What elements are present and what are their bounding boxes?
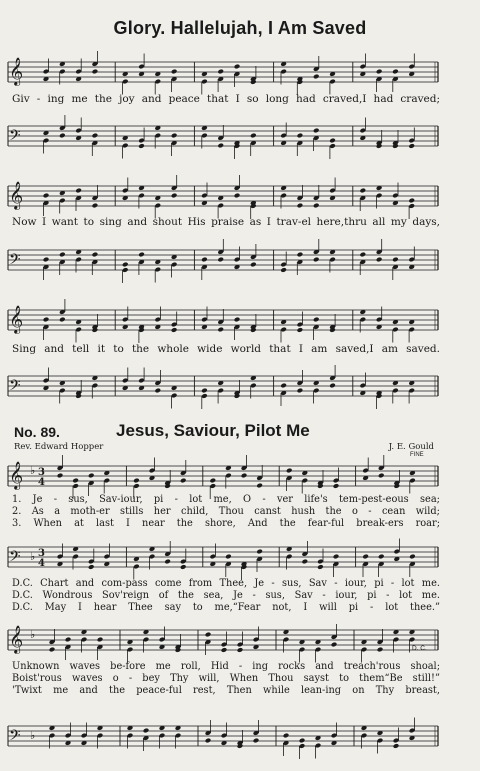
svg-text:𝄢: 𝄢 (9, 251, 21, 272)
verse-line: D.C. Wondrous Sov'reign of the sea, Je - sus, Sav - iour, pi - lot me. (12, 590, 440, 601)
treble-staff (0, 620, 480, 660)
svg-text:𝄞: 𝄞 (9, 305, 24, 333)
svg-text:♭: ♭ (30, 550, 36, 563)
svg-text:4: 4 (38, 477, 45, 488)
treble-staff (0, 456, 480, 496)
hymn-number: No. 89. (14, 424, 60, 440)
svg-text:𝄞: 𝄞 (9, 625, 24, 653)
svg-text:♭: ♭ (30, 729, 36, 742)
svg-text:𝄢: 𝄢 (9, 377, 21, 398)
svg-text:𝄢: 𝄢 (9, 127, 21, 148)
verse-line: D.C. Chart and com-pass come from Thee, Je - sus, Sav - iour, pi - lot me. (12, 578, 440, 589)
author-credit: Rev. Edward Hopper (14, 442, 104, 452)
bass-staff (0, 716, 480, 756)
hymn-title-glory-hallelujah: Glory. Hallelujah, I Am Saved (113, 18, 367, 38)
lyric-line: Now I want to sing and shout His praise as I trav-el here,thru all my days, (12, 216, 440, 228)
fine-marking: FINE (410, 452, 424, 458)
svg-text:𝄢: 𝄢 (9, 727, 21, 748)
treble-staff (0, 176, 480, 216)
svg-text:♭: ♭ (30, 464, 36, 477)
svg-text:3: 3 (38, 548, 45, 559)
lyric-line: Giv - ing me the joy and peace that I so long had craved,I had craved; (12, 93, 440, 105)
bass-staff (0, 537, 480, 577)
verse-line: D.C. May I hear Thee say to me,“Fear not, I will pi - lot thee.” (12, 602, 440, 613)
verse-line: 3. When at last I near the shore, And the fear-ful break-ers roar; (12, 518, 440, 529)
svg-text:4: 4 (38, 558, 45, 569)
treble-staff (0, 52, 480, 92)
verse-line: Unknown waves be-fore me roll, Hid - ing rocks and treach'rous shoal; (12, 661, 440, 672)
verse-line: 'Twixt me and the peace-ful rest, Then while lean-ing on Thy breast, (12, 685, 440, 696)
svg-text:3: 3 (38, 467, 45, 478)
verse-line: 2. As a moth-er stills her child, Thou canst hush the o - cean wild; (12, 506, 440, 517)
hymn-title-jesus-saviour: Jesus, Saviour, Pilot Me (116, 421, 310, 440)
svg-text:𝄞: 𝄞 (9, 57, 24, 85)
verse-line: 1. Je - sus, Sav-iour, pi - lot me, O - ver life's tem-pest-eous sea; (12, 494, 440, 505)
bass-staff (0, 366, 480, 406)
svg-text:♭: ♭ (30, 628, 36, 641)
svg-text:𝄞: 𝄞 (9, 181, 24, 209)
bass-staff (0, 116, 480, 156)
bass-staff (0, 240, 480, 280)
lyric-line: Sing and tell it to the whole wide world that I am saved,I am saved. (12, 343, 440, 355)
svg-text:𝄢: 𝄢 (9, 548, 21, 569)
dc-marking: D. C. (412, 645, 427, 652)
composer-credit: J. E. Gould (388, 442, 434, 452)
svg-text:𝄞: 𝄞 (9, 461, 24, 489)
verse-line: Boist'rous waves o - bey Thy will, When Thou sayst to them“Be still!” (12, 673, 440, 684)
treble-staff (0, 300, 480, 340)
